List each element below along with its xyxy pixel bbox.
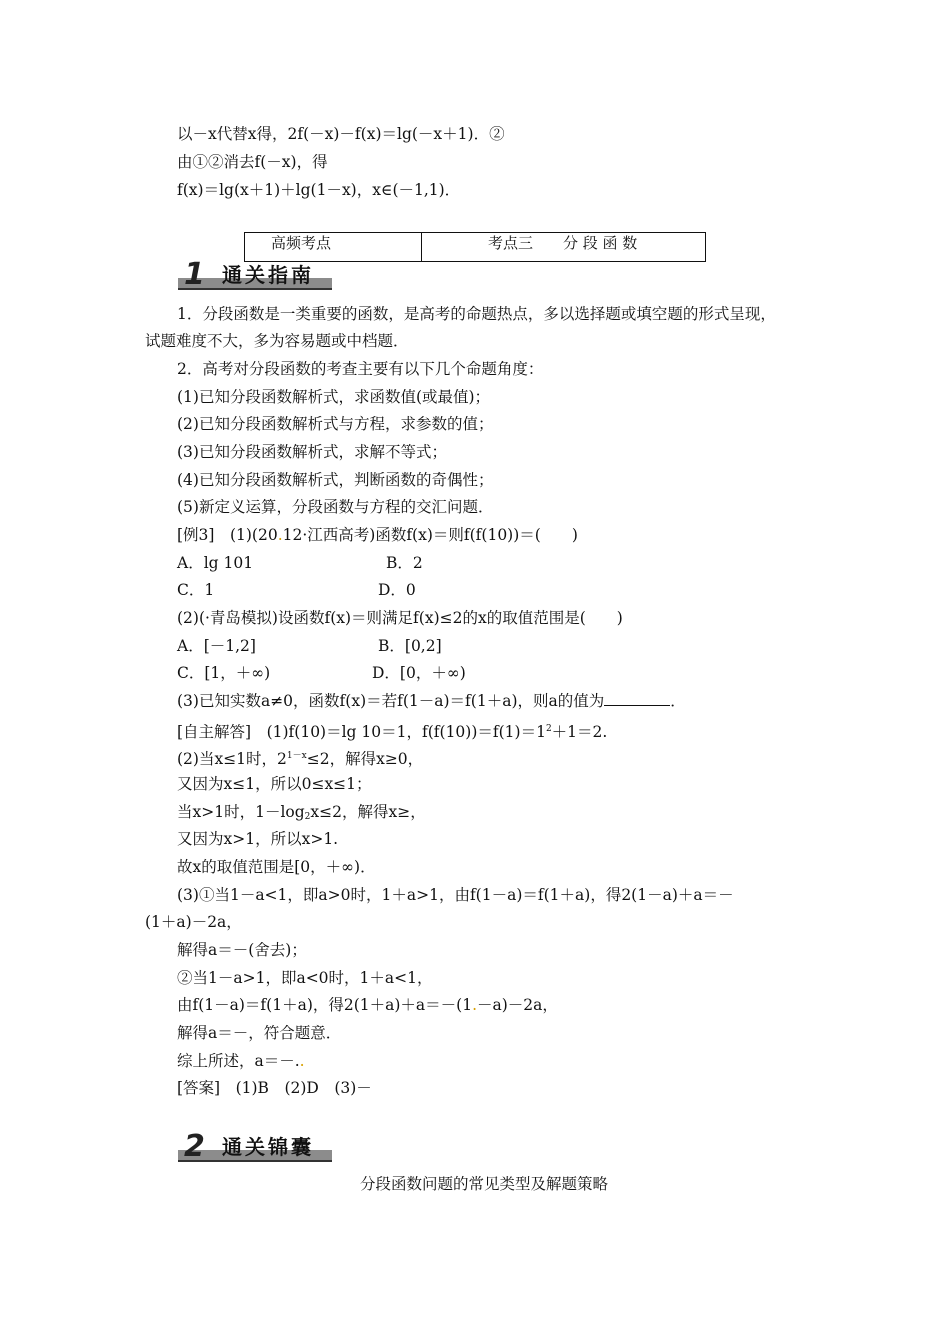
example-q1-option-c: C．1 [177, 581, 215, 599]
solution-line-6: 故x的取值范围是[0，＋∞)． [177, 858, 376, 876]
solution-line-8: 解得a＝－(舍去)； [177, 941, 307, 959]
example-q2: (2)(·青岛模拟)设函数f(x)＝则满足f(x)≤2的x的取值范围是( ) [177, 609, 623, 627]
solution-10-pre: 由f(1－a)＝f(1＋a)，得2(1＋a)＋a＝－(1 [177, 996, 473, 1014]
intro-line-2: 由①②消去f(－x)，得 [177, 153, 328, 171]
solution-line-9: ②当1－a>1，即a<0时，1＋a<1， [177, 969, 433, 987]
example-q3-pre: (3)已知实数a≠0，函数f(x)＝若f(1－a)＝f(1＋a)，则a的值为 [177, 692, 605, 710]
example-q1-dot: . [277, 526, 283, 544]
example-q2-option-d: D．[0，＋∞) [372, 664, 466, 682]
solution-line-3: 又因为x≤1，所以0≤x≤1； [177, 775, 372, 793]
topic-table-right: 考点三 分 段 函 数 [422, 233, 706, 262]
solution-line-2 [177, 746, 423, 769]
topic-table [244, 232, 706, 262]
badge-title: 通关指南 [222, 263, 314, 287]
intro-line-3: f(x)＝lg(x＋1)＋lg(1－x)，x∈(－1,1)． [177, 181, 461, 199]
intro-line-1: 以－x代替x得，2f(－x)－f(x)＝lg(－x＋1)．② [177, 125, 505, 143]
solution-line-7b: (1＋a)－2a， [145, 913, 242, 931]
solution-line-11: 解得a＝－，符合题意． [177, 1024, 342, 1042]
example-q1-post: 12·江西高考)函数f(x)＝则f(f(10))＝( ) [282, 526, 578, 544]
badge-number: 1 [184, 257, 205, 292]
badge-title: 通关锦囊 [222, 1135, 314, 1159]
solution-4-sub: 2 [304, 812, 311, 822]
answer-blank [604, 691, 670, 706]
example-q1-pre: [例3] (1)(20 [177, 526, 278, 544]
solution-line-5: 又因为x>1，所以x>1. [177, 830, 339, 848]
solution-line-12 [177, 1051, 305, 1071]
section-badge-guide [178, 257, 332, 292]
strategy-subtitle: 分段函数问题的常见类型及解题策略 [360, 1175, 609, 1193]
example-q1-option-b: B．2 [386, 554, 423, 572]
guide-item-1: (1)已知分段函数解析式，求函数值(或最值)； [177, 388, 491, 406]
solution-1-post: ＋1＝2. [551, 723, 608, 741]
solution-4-post: x≤2，解得x≥， [310, 803, 426, 821]
solution-1-pre: [自主解答] (1)f(10)＝lg 10＝1，f(f(10))＝f(1)＝1 [177, 723, 546, 741]
example-q2-option-a: A．[－1,2] [177, 637, 256, 655]
guide-p1b: 试题难度不大，多为容易题或中档题． [145, 332, 409, 350]
example-q1 [177, 525, 578, 545]
solution-line-1 [177, 719, 607, 742]
guide-item-2: (2)已知分段函数解析式与方程，求参数的值； [177, 415, 494, 433]
guide-item-4: (4)已知分段函数解析式，判断函数的奇偶性； [177, 471, 494, 489]
example-q1-option-a: A．lg 101 [177, 554, 254, 572]
solution-2-pre: (2)当x≤1时，2 [177, 750, 287, 768]
example-q3-post: ． [670, 692, 686, 710]
example-q1-option-d: D．0 [378, 581, 416, 599]
solution-2-sup: 1－x [286, 751, 307, 761]
solution-line-4 [177, 802, 426, 827]
example-q3 [177, 691, 686, 711]
badge-number: 2 [184, 1129, 205, 1164]
guide-item-5: (5)新定义运算，分段函数与方程的交汇问题． [177, 498, 494, 516]
solution-12-dot: . [299, 1052, 305, 1070]
solution-2-post: ≤2，解得x≥0， [306, 750, 424, 768]
example-q2-option-c: C．[1，＋∞) [177, 664, 271, 682]
solution-12-pre: 综上所述，a＝－. [177, 1052, 300, 1070]
solution-10-dot: . [472, 996, 478, 1014]
guide-p1a: 1．分段函数是一类重要的函数，是高考的命题热点，多以选择题或填空题的形式呈现， [177, 305, 776, 323]
section-badge-tips [178, 1129, 332, 1164]
guide-p2: 2．高考对分段函数的考查主要有以下几个命题角度： [177, 360, 544, 378]
solution-line-10 [177, 995, 558, 1015]
solution-10-post: －a)－2a， [477, 996, 558, 1014]
topic-table-left: 高频考点 [245, 233, 422, 262]
solution-line-7a: (3)①当1－a<1，即a>0时，1＋a>1，由f(1－a)＝f(1＋a)，得2(1－a)＋a＝－ [177, 886, 734, 904]
example-q2-option-b: B．[0,2] [378, 637, 442, 655]
guide-item-3: (3)已知分段函数解析式，求解不等式； [177, 443, 447, 461]
answer-line: [答案] (1)B (2)D (3)－ [177, 1079, 372, 1097]
solution-1-sup: 2 [545, 724, 552, 734]
solution-4-pre: 当x>1时，1－log [177, 803, 305, 821]
